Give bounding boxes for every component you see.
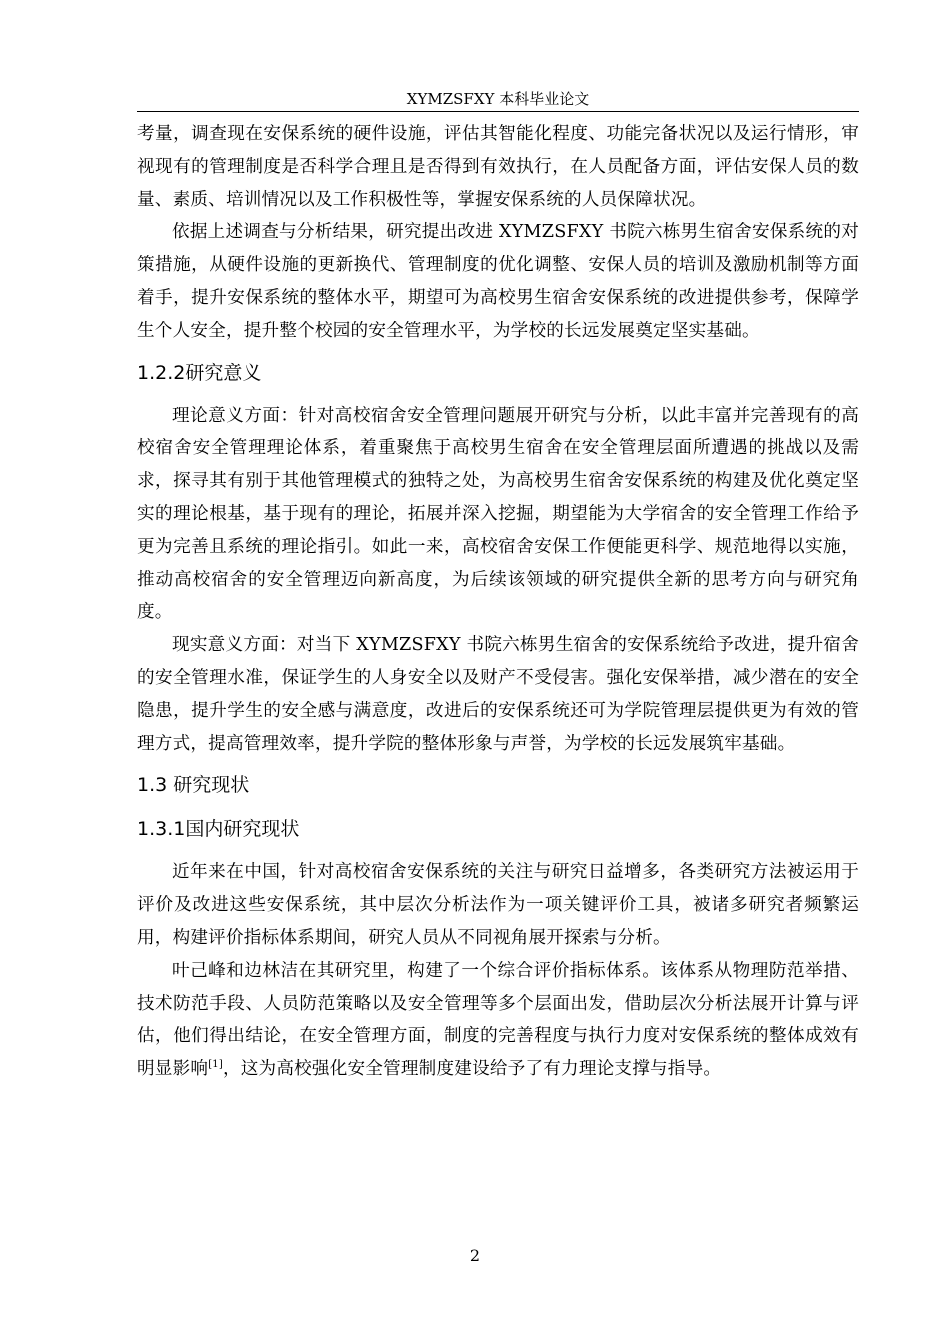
- citation-reference[interactable]: [1]: [208, 1059, 223, 1071]
- paragraph-continued: 考量，调查现在安保系统的硬件设施，评估其智能化程度、功能完备状况以及运行情形，审视现有的管理制度是否科学合理且是否得到有效执行，在人员配备方面，评估安保人员的数量、素质、培训情况以及工作积极性等，掌握安保系统的人员保障状况。: [137, 124, 859, 210]
- section-heading-1-3: 1.3 研究现状: [137, 774, 250, 797]
- section-heading-1-2-2: 1.2.2研究意义: [137, 361, 262, 384]
- header-rule: [137, 111, 859, 112]
- page-body: [137, 118, 859, 1086]
- paragraph-ye-bian-study: [137, 955, 859, 1086]
- running-header: XYMZSFXY 本科毕业论文: [406, 90, 590, 108]
- paragraph-countermeasures: 依据上述调查与分析结果，研究提出改进 XYMZSFXY 书院六栋男生宿舍安保系统的对策措施，从硬件设施的更新换代、管理制度的优化调整、安保人员的培训及激励机制等方面着手，提升安保系统的整体水平，期望可为高校男生宿舍安保系统的改进提供参考，保障学生个人安全，提升整个校园的安全管理水平，为学校的长远发展奠定坚实基础。: [137, 222, 859, 341]
- paragraph-theoretical-significance: 理论意义方面：针对高校宿舍安全管理问题展开研究与分析，以此丰富并完善现有的高校宿舍安全管理理论体系，着重聚焦于高校男生宿舍在安全管理层面所遭遇的挑战以及需求，探寻其有别于其他管理模式的独特之处，为高校男生宿舍安保系统的构建及优化奠定坚实的理论根基，基于现有的理论，拓展并深入挖掘，期望能为大学宿舍的安全管理工作给予更为完善且系统的理论指引。如此一来，高校宿舍安保工作便能更科学、规范地得以实施，推动高校宿舍的安全管理迈向新高度，为后续该领域的研究提供全新的思考方向与研究角度。: [137, 405, 859, 623]
- page-number: 2: [469, 1246, 481, 1265]
- paragraph-practical-significance: 现实意义方面：对当下 XYMZSFXY 书院六栋男生宿舍的安保系统给予改进，提升宿舍的安全管理水准，保证学生的人身安全以及财产不受侵害。强化安保举措，减少潜在的安全隐患，提升学生的安全感与满意度，改进后的安保系统还可为学院管理层提供更为有效的管理方式，提高管理效率，提升学院的整体形象与声誉，为学校的长远发展筑牢基础。: [137, 635, 859, 754]
- paragraph-domestic-research: 近年来在中国，针对高校宿舍安保系统的关注与研究日益增多，各类研究方法被运用于评价及改进这些安保系统，其中层次分析法作为一项关键评价工具，被诸多研究者频繁运用，构建评价指标体系期间，研究人员从不同视角展开探索与分析。: [137, 862, 859, 948]
- paragraph-text: 叶己峰和边林洁在其研究里，构建了一个综合评价指标体系。该体系从物理防范举措、技术防范手段、人员防范策略以及安全管理等多个层面出发，借助层次分析法展开计算与评估，他们得出结论，在安全管理方面，制度的完善程度与执行力度对安保系统的整体成效有明显影响: [137, 960, 859, 1080]
- paragraph-text: ，这为高校强化安全管理制度建设给予了有力理论支撑与指导。: [222, 1059, 722, 1080]
- section-heading-1-3-1: 1.3.1国内研究现状: [137, 818, 300, 841]
